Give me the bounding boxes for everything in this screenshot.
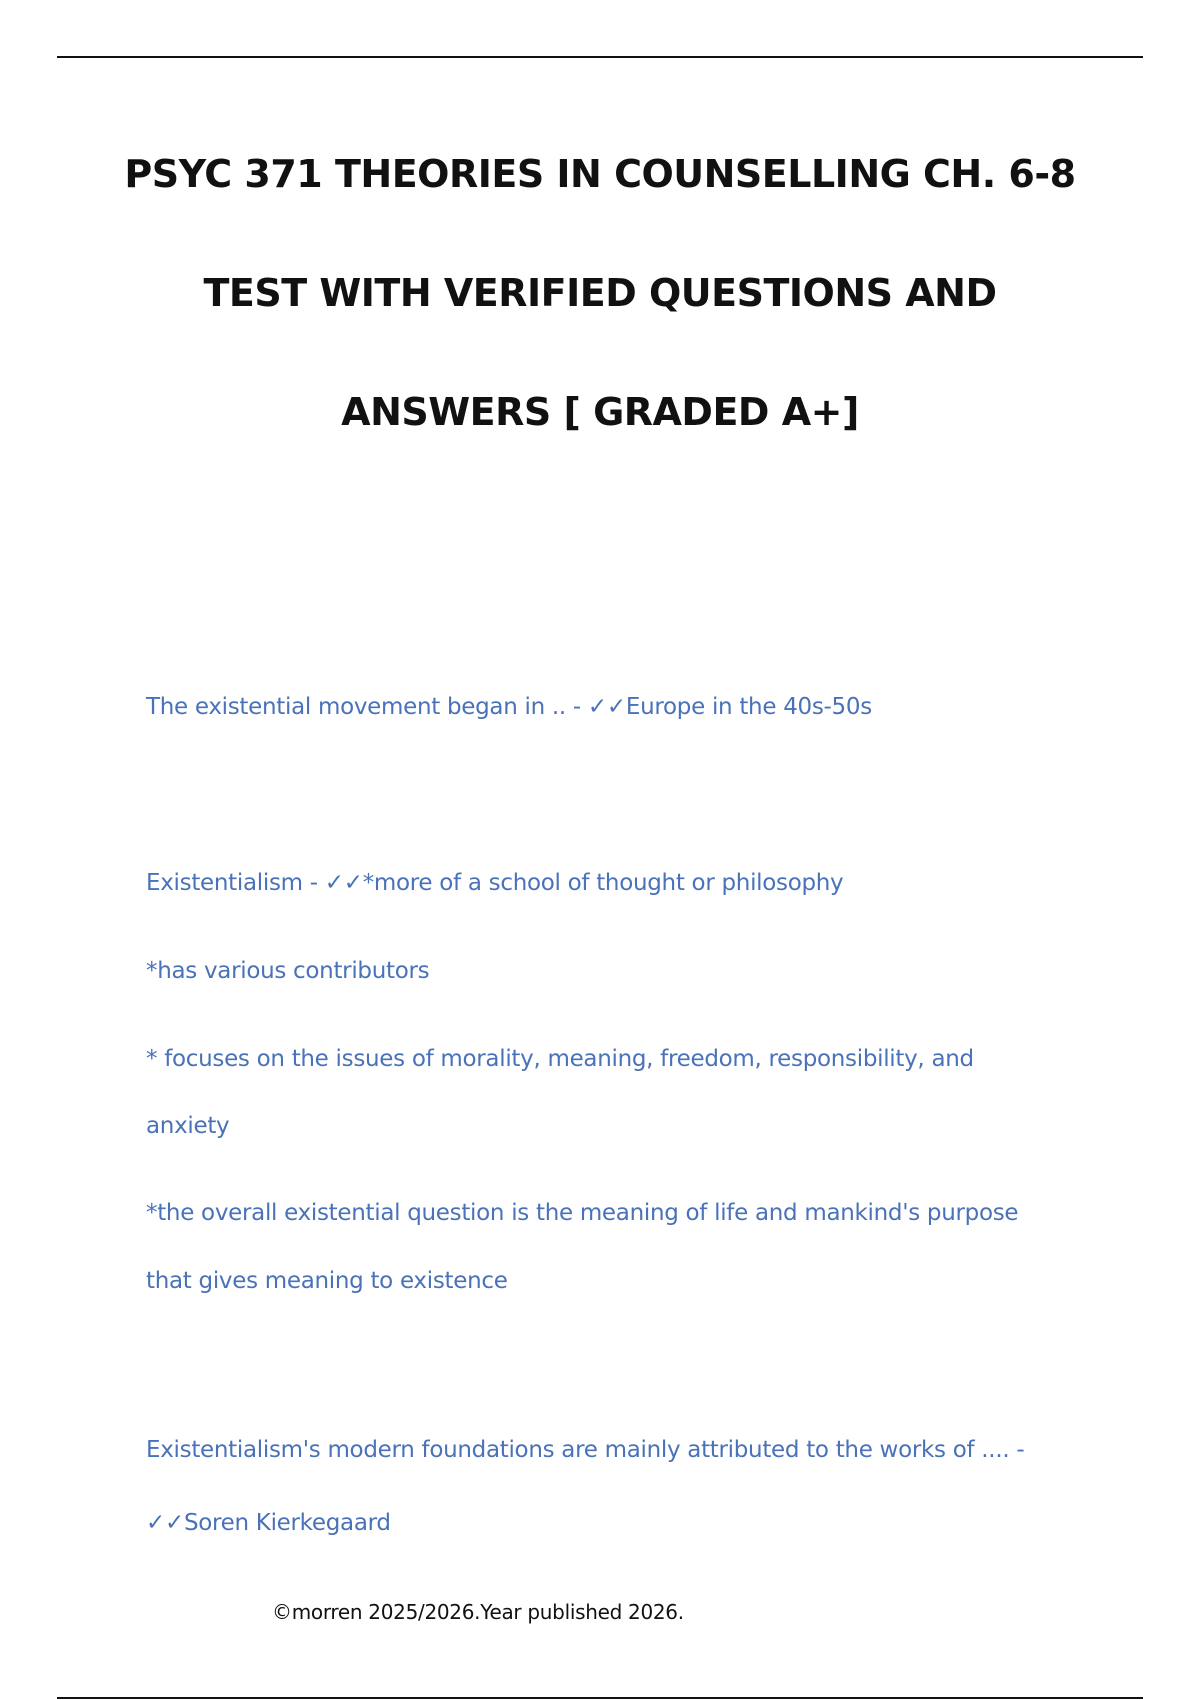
qa-line: ✓✓Soren Kierkegaard [146, 1510, 391, 1536]
qa-line: * focuses on the issues of morality, meaning, freedom, responsibility, and [146, 1046, 974, 1072]
qa-line: The existential movement began in .. - ✓✓Europe in the 40s-50s [146, 694, 872, 720]
title-line-3: ANSWERS [ GRADED A+] [341, 390, 859, 434]
qa-line: Existentialism's modern foundations are mainly attributed to the works of .... - [146, 1437, 1025, 1463]
qa-line: *the overall existential question is the meaning of life and mankind's purpose [146, 1200, 1019, 1226]
title-line-2: TEST WITH VERIFIED QUESTIONS AND [203, 271, 997, 315]
bottom-rule [57, 1697, 1143, 1699]
qa-line: Existentialism - ✓✓*more of a school of thought or philosophy [146, 870, 844, 896]
title-line-1: PSYC 371 THEORIES IN COUNSELLING CH. 6-8 [124, 152, 1076, 196]
qa-line: *has various contributors [146, 958, 430, 984]
qa-line: that gives meaning to existence [146, 1268, 508, 1294]
copyright-footer: ©morren 2025/2026.Year published 2026. [272, 1600, 684, 1624]
qa-line: anxiety [146, 1113, 230, 1139]
top-rule [57, 56, 1143, 58]
